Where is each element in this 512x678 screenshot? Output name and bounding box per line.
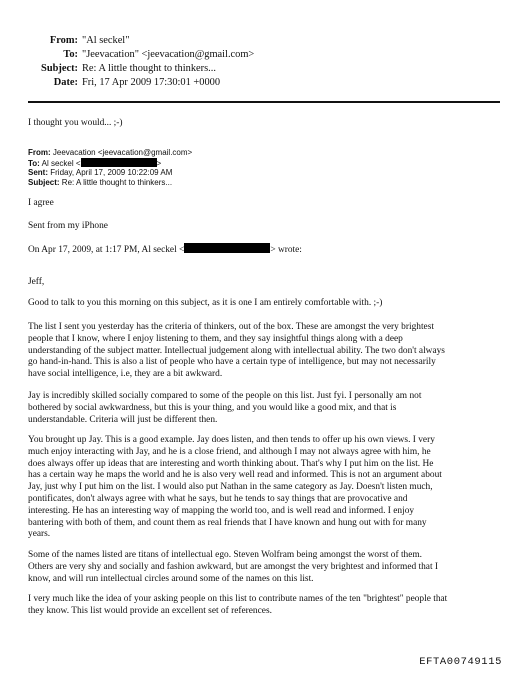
quoted-subject (28, 178, 172, 188)
quoted-subject-key: Subject: (28, 178, 60, 187)
paragraph-line: Jay, just why I put him on the list. I would also put Nathan in the same category as Jay. Doesn't listen much, (28, 482, 433, 493)
quoted-subject-value: Re: A little thought to thinkers... (61, 178, 173, 187)
paragraph-line: The list I sent you yesterday has the criteria of thinkers, out of the box. These are amongst the very brightest (28, 322, 434, 332)
header-from-key: From: (49, 35, 78, 46)
redaction-box (184, 243, 270, 253)
quoted-from (28, 148, 192, 158)
paragraph-line: know, and will run intellectual circles around some of the names on this list. (28, 573, 314, 584)
body-paragraph-4 (28, 435, 508, 541)
header-date-key: Date: (53, 77, 78, 88)
quoted-sent (28, 168, 172, 178)
header-to (22, 48, 254, 62)
on-wrote-suffix: > wrote: (270, 245, 302, 255)
quoted-sent-key: Sent: (28, 168, 48, 177)
header-subject-key: Subject: (41, 63, 78, 74)
paragraph-line: understanding of the subject matter. Intellectual judgement along with intellectual ability. The two don't always (28, 345, 445, 356)
intro-text: I thought you would... ;-) (28, 118, 123, 128)
header-from-value: "Al seckel" (82, 35, 130, 46)
paragraph-line: interesting. He has an interesting way of mapping the world too, and is well read and informed. I enjoy (28, 505, 415, 516)
paragraph-line: pontificates, don't always agree with what he says, but he tends to say things that are provocative and (28, 493, 408, 504)
paragraph-line: they know. This list would provide an excellent set of references. (28, 605, 272, 616)
reply-signature: Sent from my iPhone (28, 221, 108, 231)
paragraph-line: Good to talk to you this morning on this subject, as it is one I am entirely comfortable with. ;-) (28, 298, 383, 308)
header-subject-value: Re: A little thought to thinkers... (82, 63, 216, 74)
body-paragraph-5 (28, 550, 508, 585)
paragraph-line: have social intelligence, i.e, they are a bit awkward. (28, 369, 223, 380)
redaction-box (81, 158, 157, 167)
body-paragraph-1 (28, 298, 508, 310)
paragraph-line: bothered by social awkwardness, but this is your thing, and you would like a good mix, and that is (28, 402, 397, 413)
quoted-from-value: Jeevacation <jeevacation@gmail.com> (52, 148, 193, 157)
paragraph-line: go hand-in-hand. This is also a list of people who have a certain type of intelligence, but may not necessarily (28, 357, 436, 368)
header-from (22, 34, 129, 48)
paragraph-line: years. (28, 529, 51, 540)
header-to-value: "Jeevacation" <jeevacation@gmail.com> (82, 49, 255, 60)
reply-agree: I agree (28, 198, 54, 208)
paragraph-line: understandable. Criteria will just be different then. (28, 414, 218, 425)
header-subject (22, 62, 216, 76)
header-to-key: To: (63, 49, 78, 60)
quoted-to-key: To: (28, 159, 40, 168)
paragraph-line: Some of the names listed are titans of intellectual ego. Steven Wolfram being amongst the worst of them. (28, 550, 423, 560)
bates-number: EFTA00749115 (419, 656, 502, 668)
paragraph-line: bantering with both of them, and count them as real friends that I have known and hung out with for many (28, 517, 427, 528)
quoted-sent-value: Friday, April 17, 2009 10:22:09 AM (50, 168, 173, 177)
body-paragraph-2 (28, 322, 508, 381)
on-wrote-line (28, 243, 508, 256)
quoted-to-value: Al seckel < (41, 159, 81, 168)
on-wrote-prefix: On Apr 17, 2009, at 1:17 PM, Al seckel < (28, 245, 185, 255)
paragraph-line: much enjoy interacting with Jay, and he is a close friend, and although I may not always agree with him, he (28, 446, 431, 457)
quoted-to-tail: > (156, 159, 162, 168)
paragraph-line: has a certain way he maps the world and he is also very well read and informed. This is not an argument about (28, 470, 442, 481)
paragraph-line: I very much like the idea of your asking people on this list to contribute names of the ten "brightest" people that (28, 594, 448, 604)
header-divider (28, 101, 500, 103)
body-paragraph-6 (28, 594, 508, 618)
paragraph-line: Others are very shy and socially and fashion awkward, but are amongst the very brightest and informed that I (28, 561, 439, 572)
header-date (22, 76, 220, 90)
quoted-from-key: From: (28, 148, 51, 157)
header-date-value: Fri, 17 Apr 2009 17:30:01 +0000 (82, 77, 221, 88)
paragraph-line: You brought up Jay. This is a good example. Jay does listen, and then tends to offer up his own views. I very (28, 435, 435, 445)
paragraph-line: does always offer up ideas that are interesting and worth thinking about. That's why I put him on the list. He (28, 458, 434, 469)
body-paragraph-3 (28, 391, 508, 426)
paragraph-line: people that I know, where I enjoy listening to them, and they say insightful things along with a deep (28, 333, 403, 344)
paragraph-line: Jay is incredibly skilled socially compared to some of the people on this list. Just fyi. I personally am not (28, 391, 422, 401)
greeting: Jeff, (28, 277, 45, 287)
